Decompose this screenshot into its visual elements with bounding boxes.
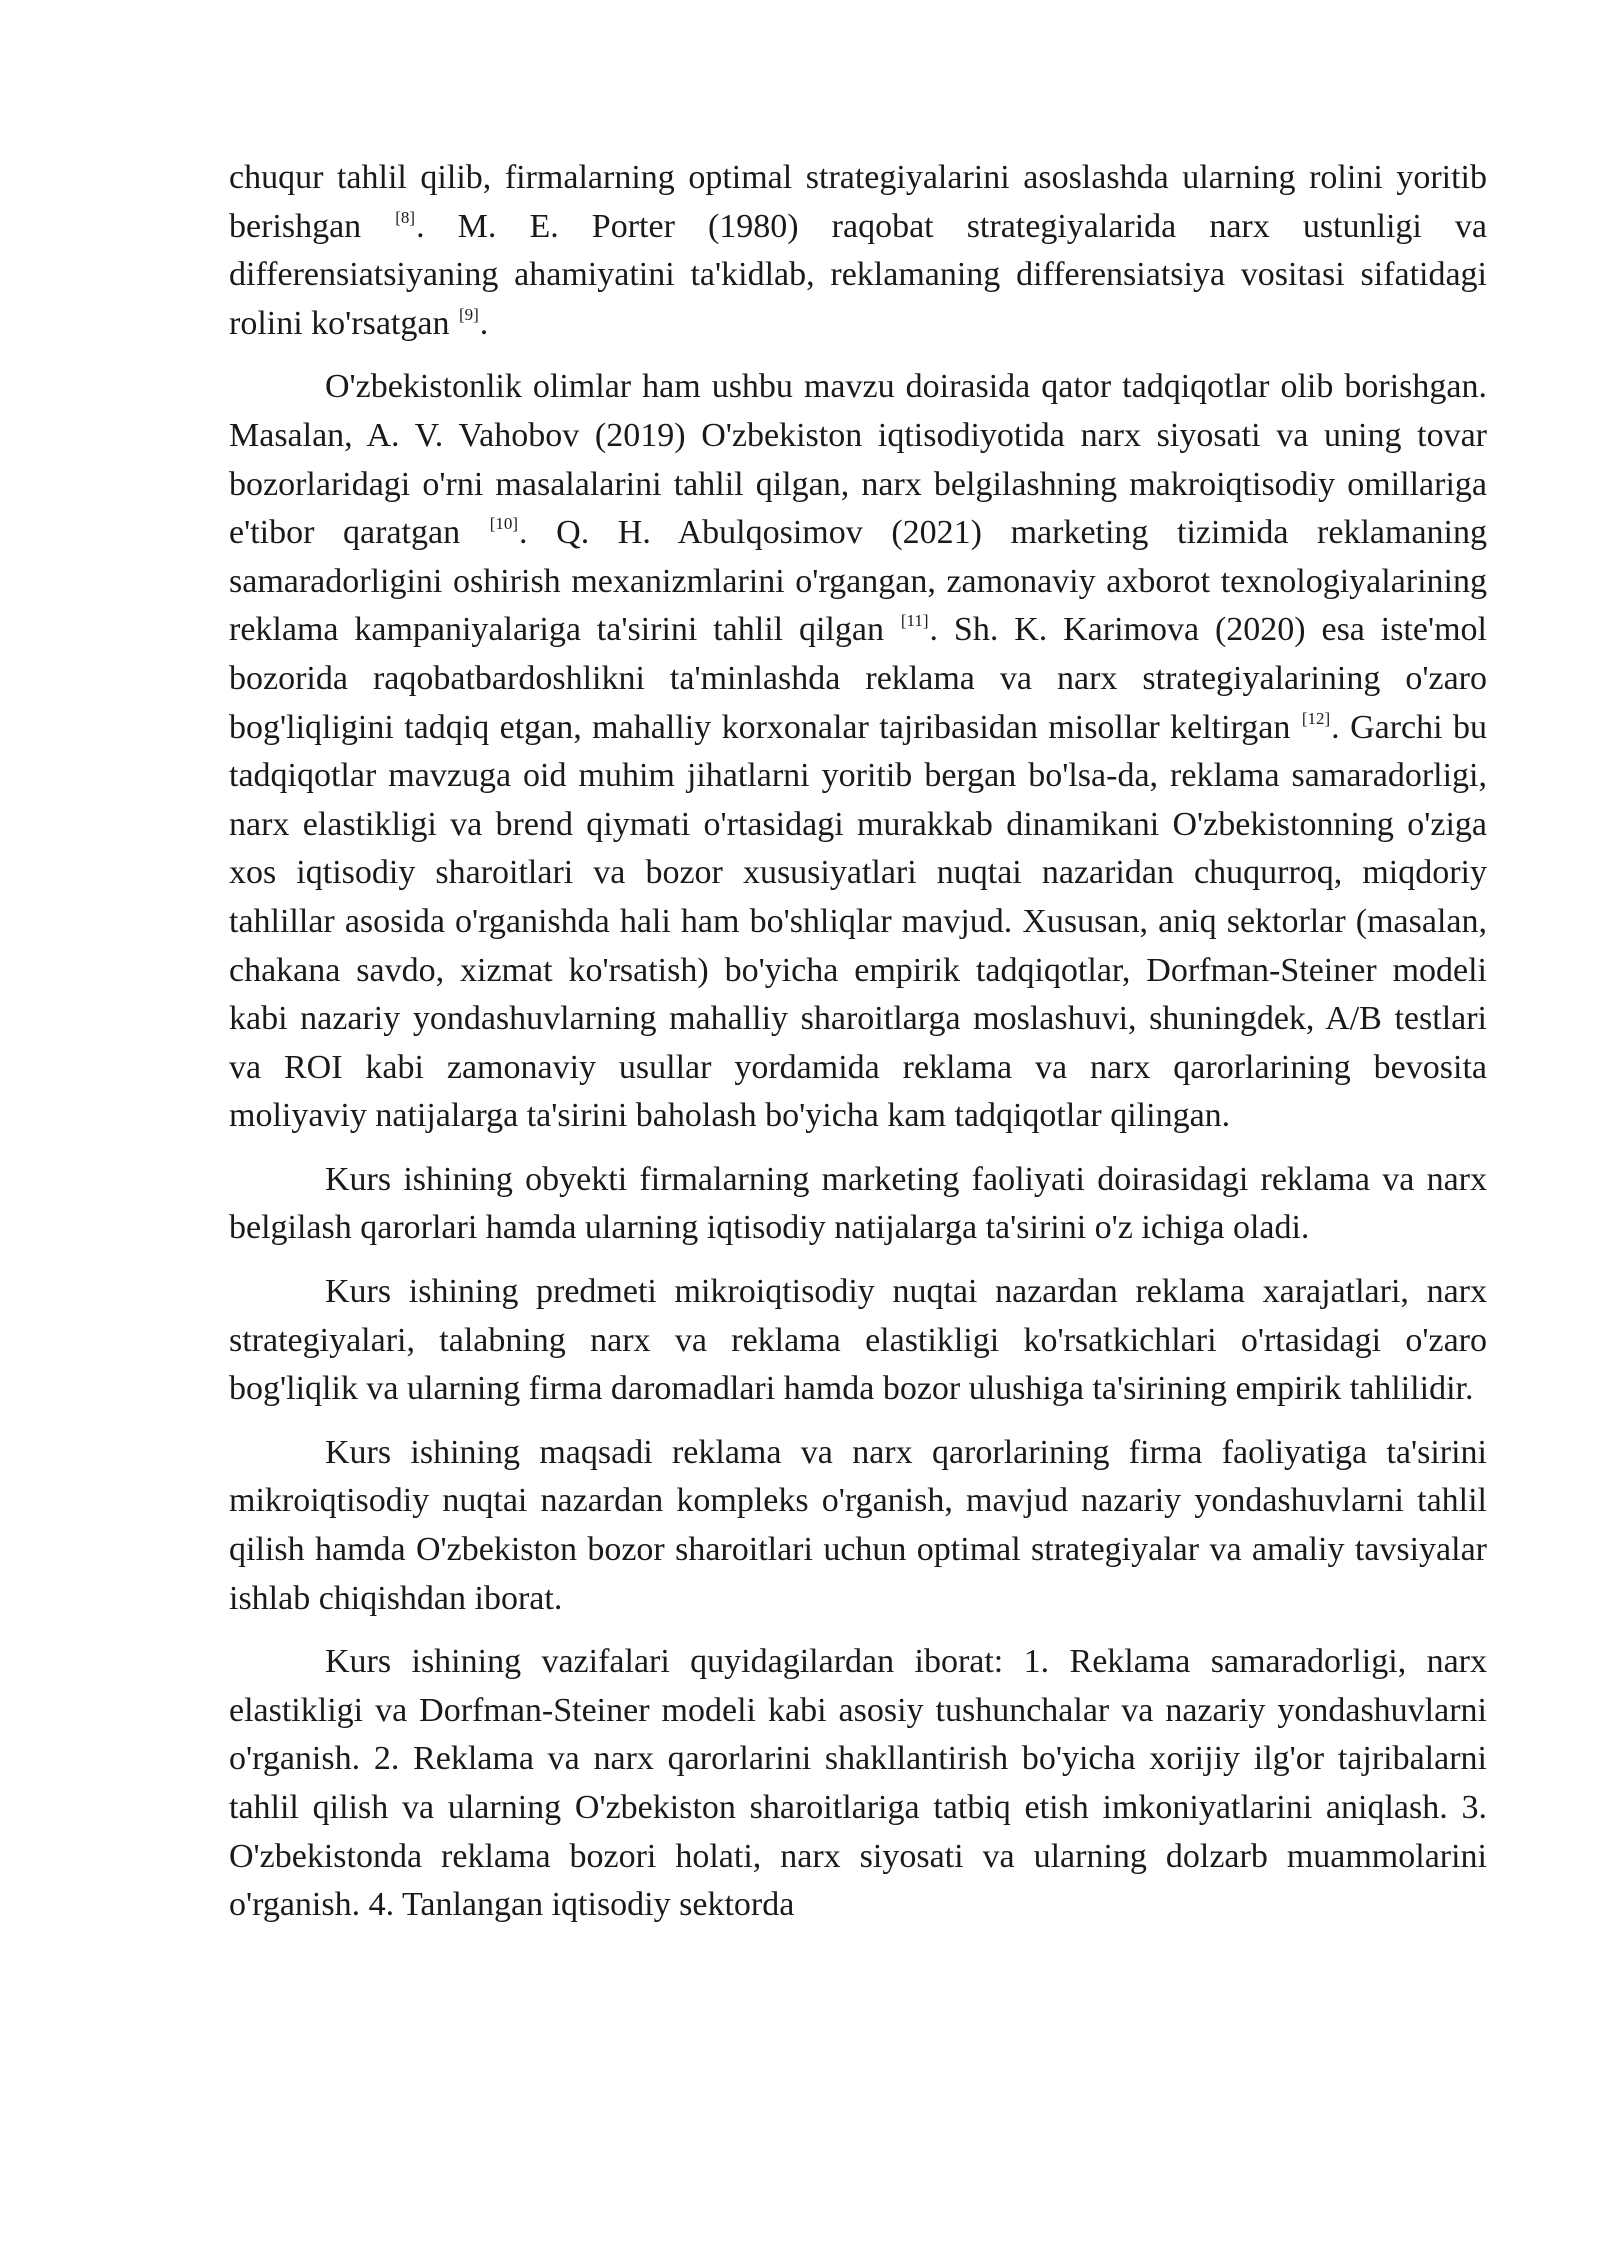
paragraph-text: . Sh. K. Karimova (2020) esa iste'mol bozorida raqobatbardoshlikni ta'minlashda reklama va narx strategiyalarining o'zaro bog'liqligini tadqiq etgan, mahalliy korxonalar tajribasidan misollar keltirgan: [229, 611, 1487, 746]
citation-reference: [11]: [900, 611, 929, 631]
body-paragraph: [229, 1156, 1487, 1253]
paragraph-text: Kurs ishining maqsadi reklama va narx qarorlarining firma faoliyatiga ta'sirini mikroiqtisodiy nuqtai nazardan kompleks o'rganish, mavjud nazariy yondashuvlarni tahlil qilish hamda O'zbekiston bozor sharoitlari uchun optimal strategiyalar va amaliy tavsiyalar ishlab chiqishdan iborat.: [229, 1433, 1487, 1617]
paragraph-text: Kurs ishining vazifalari quyidagilardan iborat: 1. Reklama samaradorligi, narx elastikligi va Dorfman-Steiner modeli kabi asosiy tushunchalar va nazariy yondashuvlarni o'rganish. 2. Reklama va narx qarorlarini shakllantirish bo'yicha xorijiy ilg'or tajribalarni tahlil qilish va ularning O'zbekiston sharoitlariga tatbiq etish imkoniyatlarini aniqlash. 3. O'zbekistonda reklama bozori holati, narx siyosati va ularning dolzarb muammolarini o'rganish. 4. Tanlangan iqtisodiy sektorda: [229, 1643, 1487, 1924]
paragraph-text: . Garchi bu tadqiqotlar mavzuga oid muhim jihatlarni yoritib bergan bo'lsa-da, reklama samaradorligi, narx elastikligi va brend qiymati o'rtasidagi murakkab dinamikani O'zbekistonning o'ziga xos iqtisodiy sharoitlari va bozor xususiyatlari nuqtai nazaridan chuqurroq, miqdoriy tahlillar asosida o'rganishda hali ham bo'shliqlar mavjud. Xususan, aniq sektorlar (masalan, chakana savdo, xizmat ko'rsatish) bo'yicha empirik tadqiqotlar, Dorfman-Steiner modeli kabi nazariy yondashuvlarning mahalliy sharoitlarga moslashuvi, shuningdek, A/B testlari va ROI kabi zamonaviy usullar yordamida reklama va narx qarorlarining bevosita moliyaviy natijalarga ta'sirini baholash bo'yicha kam tadqiqotlar qilingan.: [229, 708, 1487, 1135]
body-paragraph: [229, 1268, 1487, 1414]
paragraph-text: .: [479, 304, 489, 342]
paragraph-text: . M. E. Porter (1980) raqobat strategiyalarida narx ustunligi va differensiatsiyaning ahamiyatini ta'kidlab, reklamaning differensiatsiya vositasi sifatidagi rolini ko'rsatgan: [229, 207, 1487, 342]
paragraph-text: O'zbekistonlik olimlar ham ushbu mavzu doirasida qator tadqiqotlar olib borishgan. Masalan, A. V. Vahobov (2019) O'zbekiston iqtisodiyotida narx siyosati va uning tovar bozorlaridagi o'rni masalalarini tahlil qilgan, narx belgilashning makroiqtisodiy omillariga e'tibor qaratgan: [229, 368, 1487, 552]
paragraph-text: Kurs ishining obyekti firmalarning marketing faoliyati doirasidagi reklama va narx belgilash qarorlari hamda ularning iqtisodiy natijalarga ta'sirini o'z ichiga oladi.: [229, 1160, 1487, 1247]
body-paragraph: [229, 1429, 1487, 1623]
paragraph-text: Kurs ishining predmeti mikroiqtisodiy nuqtai nazardan reklama xarajatlari, narx strategiyalari, talabning narx va reklama elastikligi ko'rsatkichlari o'rtasidagi o'zaro bog'liqlik va ularning firma daromadlari hamda bozor ulushiga ta'sirining empirik tahlilidir.: [229, 1273, 1487, 1408]
citation-reference: [9]: [458, 304, 479, 324]
paragraph-text: . Q. H. Abulqosimov (2021) marketing tizimida reklamaning samaradorligini oshirish mexanizmlarini o'rgangan, zamonaviy axborot texnologiyalarining reklama kampaniyalariga ta'sirini tahlil qilgan: [229, 514, 1487, 649]
body-paragraph: [229, 154, 1487, 348]
paragraph-text: chuqur tahlil qilib, firmalarning optimal strategiyalarini asoslashda ularning rolini yoritib berishgan: [229, 159, 1487, 245]
citation-reference: [8]: [395, 207, 416, 227]
citation-reference: [12]: [1301, 708, 1331, 728]
document-page: [229, 154, 1487, 1945]
citation-reference: [10]: [489, 514, 519, 534]
body-paragraph: [229, 363, 1487, 1141]
body-paragraph: [229, 1638, 1487, 1930]
